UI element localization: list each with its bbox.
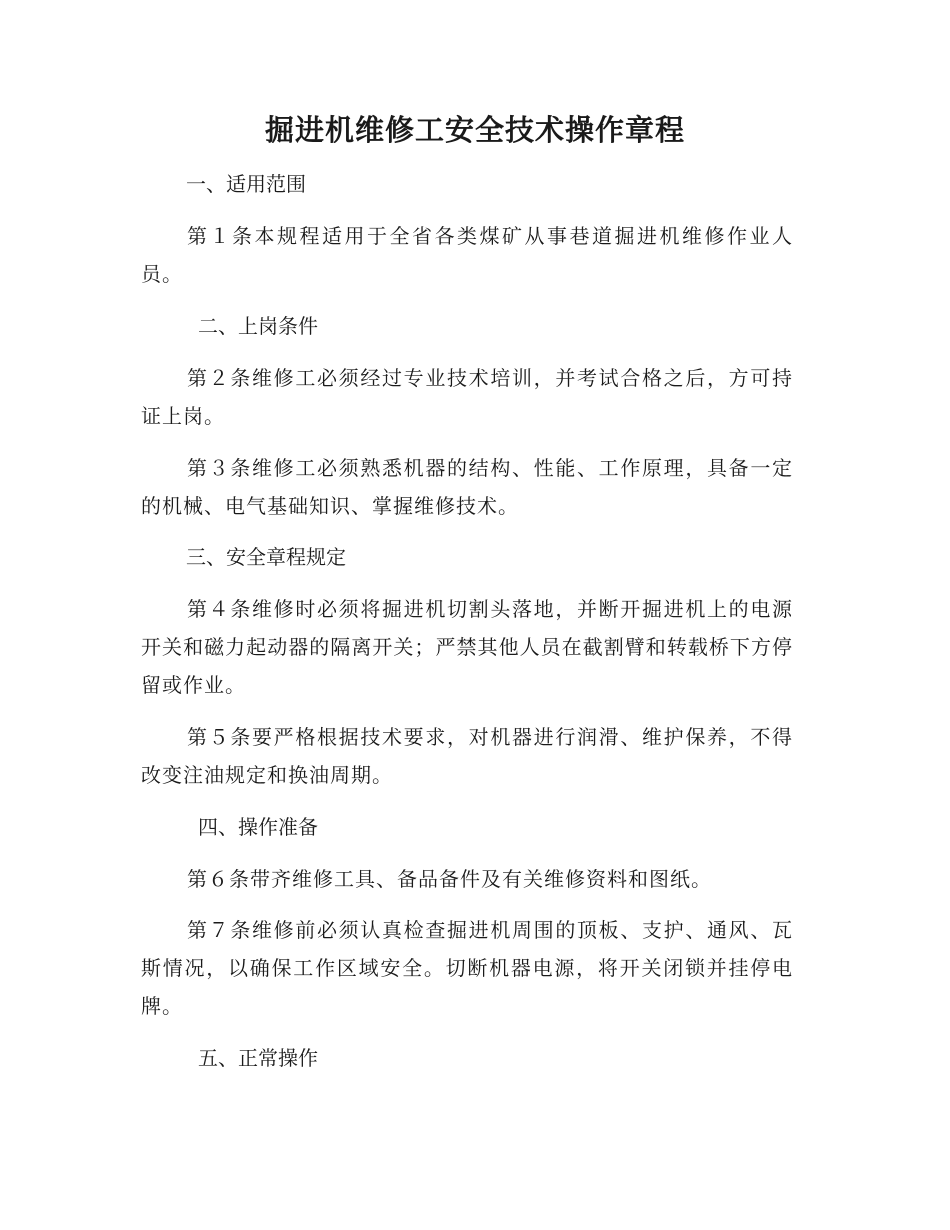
section-heading-safety-rules: 三、安全章程规定 bbox=[186, 545, 346, 569]
article-1: 第１条本规程适用于全省各类煤矿从事巷道掘进机维修作业人员。 bbox=[141, 224, 793, 286]
article-2: 第２条维修工必须经过专业技术培训，并考试合格之后，方可持证上岗。 bbox=[141, 366, 793, 428]
section-heading-qualification: 二、上岗条件 bbox=[198, 314, 318, 338]
article-4: 第４条维修时必须将掘进机切割头落地，并断开掘进机上的电源开关和磁力起动器的隔离开关；严禁其他人员在截割臂和转载桥下方停留或作业。 bbox=[141, 597, 793, 697]
article-5: 第５条要严格根据技术要求，对机器进行润滑、维护保养，不得改变注油规定和换油周期。 bbox=[141, 725, 793, 787]
article-7: 第７条维修前必须认真检查掘进机周围的顶板、支护、通风、瓦斯情况，以确保工作区域安全。切断机器电源，将开关闭锁并挂停电牌。 bbox=[141, 918, 793, 1018]
article-6: 第６条带齐维修工具、备品备件及有关维修资料和图纸。 bbox=[187, 867, 712, 891]
document-title: 掘进机维修工安全技术操作章程 bbox=[264, 113, 685, 147]
article-3: 第３条维修工必须熟悉机器的结构、性能、工作原理，具备一定的机械、电气基础知识、掌握维修技术。 bbox=[141, 456, 793, 518]
section-heading-preparation: 四、操作准备 bbox=[198, 815, 318, 839]
section-heading-scope: 一、适用范围 bbox=[186, 172, 306, 196]
section-heading-normal-operation: 五、正常操作 bbox=[198, 1046, 318, 1070]
